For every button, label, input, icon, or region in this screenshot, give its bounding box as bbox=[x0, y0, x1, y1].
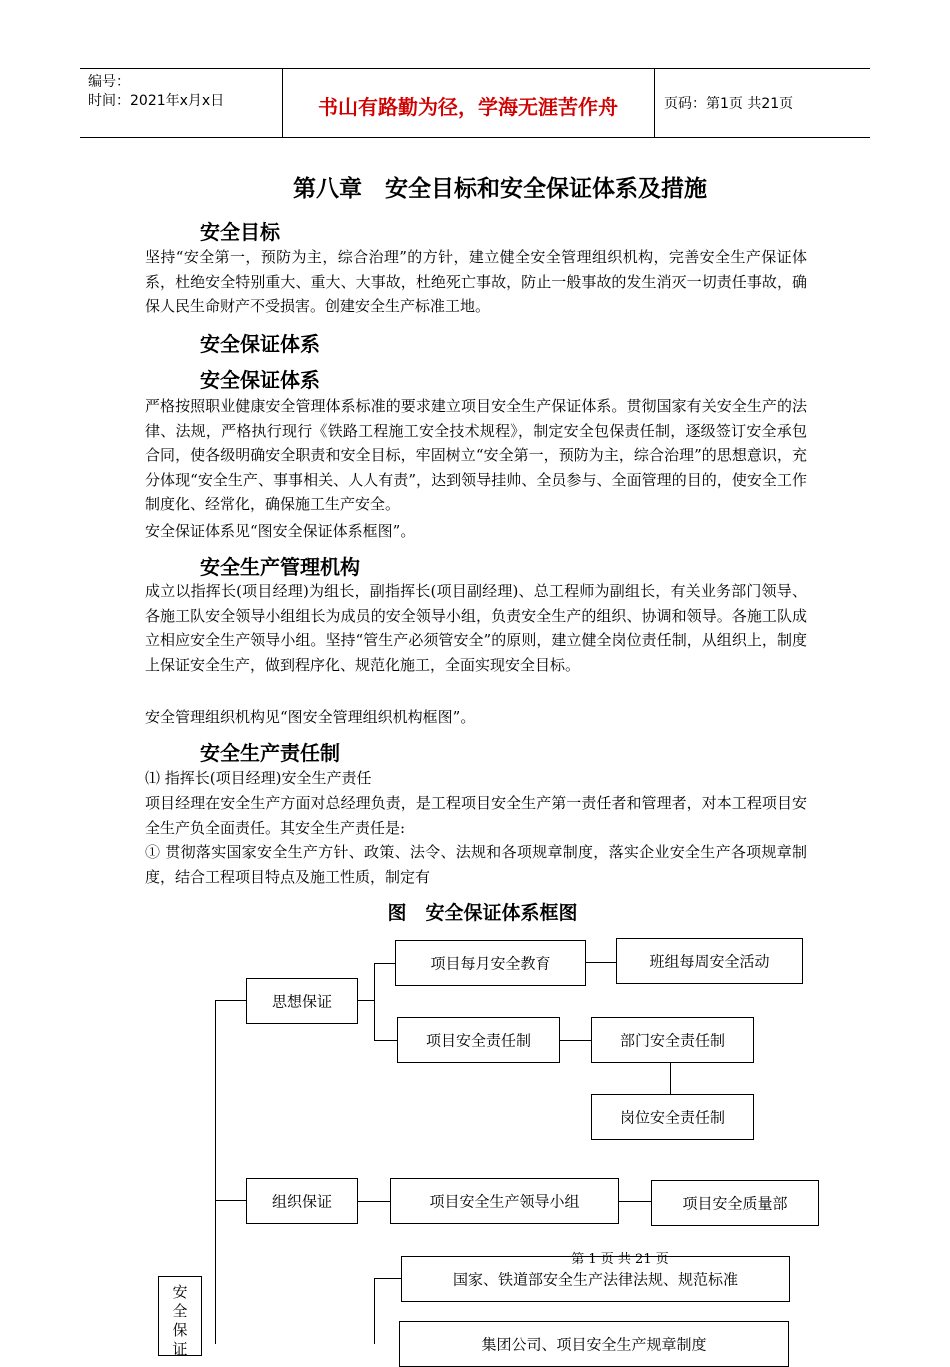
box-dept-resp: 部门安全责任制 bbox=[591, 1017, 754, 1063]
connector-line bbox=[560, 1040, 591, 1041]
root-label: 安全保证 bbox=[172, 1283, 188, 1358]
org-ref: 安全管理组织机构见“图安全管理组织机构框图”。 bbox=[145, 708, 476, 726]
connector-line bbox=[374, 963, 396, 964]
page-header bbox=[80, 68, 870, 138]
system-subheading: 安全保证体系 bbox=[200, 368, 320, 392]
connector-line bbox=[670, 1063, 671, 1095]
box-project-resp: 项目安全责任制 bbox=[397, 1017, 560, 1063]
system-ref: 安全保证体系见“图安全保证体系框图”。 bbox=[145, 522, 416, 540]
system-text: 严格按照职业健康安全管理体系标准的要求建立项目安全生产保证体系。贯彻国家有关安全生产的法律、法规，严格执行现行《铁路工程施工安全技术规程》，制定安全包保责任制，逐级签订安全承包合同，使各级明确安全职责和安全目标，牢固树立“安全第一，预防为主，综合治理”的思想意识，充分体现“安全生产、事事相关、人人有责”，达到领导挂帅、全员参与、全面管理的目的，使安全工作制度化、经常化，确保施工生产安全。 bbox=[145, 397, 807, 514]
figure-title: 图 安全保证体系框图 bbox=[387, 902, 578, 924]
page-footer: 第 1 页 共 21 页 bbox=[571, 1252, 669, 1267]
goal-heading: 安全目标 bbox=[200, 220, 280, 244]
system-heading: 安全保证体系 bbox=[200, 332, 320, 356]
number-label: 编号： bbox=[88, 74, 130, 90]
connector-line bbox=[374, 1040, 398, 1041]
connector-line bbox=[619, 1201, 652, 1202]
resp-heading: 安全生产责任制 bbox=[200, 741, 340, 765]
org-text: 成立以指挥长(项目经理)为组长，副指挥长(项目副经理)、总工程师为副组长，有关业务部门领导、各施工队安全领导小组组长为成员的安全领导小组，负责安全生产的组织、协调和领导。各施工队成立相应安全生产领导小组。坚持“管生产必须管安全”的原则，建立健全岗位责任制，从组织上，制度上保证安全生产，做到程序化、规范化施工，全面实现安全目标。 bbox=[145, 582, 807, 674]
header-motto: 书山有路勤为径，学海无涯苦作舟 bbox=[318, 95, 618, 119]
connector-line bbox=[215, 1000, 216, 1344]
box-company-rules: 集团公司、项目安全生产规章制度 bbox=[399, 1321, 789, 1367]
chapter-title: 第八章 安全目标和安全保证体系及措施 bbox=[293, 176, 707, 202]
box-weekly-activity: 班组每周安全活动 bbox=[616, 938, 803, 984]
connector-line bbox=[215, 1000, 247, 1001]
box-laws: 国家、铁道部安全生产法律法规、规范标准 bbox=[401, 1256, 790, 1302]
box-leading-group: 项目安全生产领导小组 bbox=[390, 1178, 619, 1224]
connector-line bbox=[374, 963, 375, 1040]
connector-line bbox=[586, 962, 616, 963]
resp-item-1: ⑴ 指挥长(项目经理)安全生产责任 bbox=[145, 769, 372, 787]
resp-sub-1: ① 贯彻落实国家安全生产方针、政策、法令、法规和各项规章制度，落实企业安全生产各项规章制度，结合工程项目特点及施工性质，制定有 bbox=[145, 843, 807, 886]
box-monthly-edu: 项目每月安全教育 bbox=[395, 940, 586, 986]
resp-text: 项目经理在安全生产方面对总经理负责，是工程项目安全生产第一责任者和管理者，对本工程项目安全生产负全面责任。其安全生产责任是: bbox=[145, 794, 807, 837]
box-post-resp: 岗位安全责任制 bbox=[591, 1094, 754, 1140]
header-divider bbox=[654, 69, 655, 137]
box-root bbox=[158, 1276, 202, 1356]
connector-line bbox=[358, 1201, 391, 1202]
connector-line bbox=[374, 1278, 375, 1344]
header-meta bbox=[88, 73, 224, 111]
box-quality-dept: 项目安全质量部 bbox=[651, 1180, 819, 1226]
connector-line bbox=[374, 1278, 402, 1279]
box-org-guarantee: 组织保证 bbox=[246, 1178, 358, 1224]
box-thought: 思想保证 bbox=[246, 978, 358, 1024]
header-page-info: 页码：第1页 共21页 bbox=[664, 96, 794, 112]
time-label: 时间：2021年x月x日 bbox=[88, 93, 225, 109]
connector-line bbox=[358, 1000, 374, 1001]
goal-text: 坚持“安全第一，预防为主，综合治理”的方针，建立健全安全管理组织机构，完善安全生产保证体系，杜绝安全特别重大、重大、大事故，杜绝死亡事故，防止一般事故的发生消灭一切责任事故，确保人民生命财产不受损害。创建安全生产标准工地。 bbox=[145, 248, 807, 316]
connector-line bbox=[215, 1200, 247, 1201]
org-heading: 安全生产管理机构 bbox=[200, 555, 360, 579]
